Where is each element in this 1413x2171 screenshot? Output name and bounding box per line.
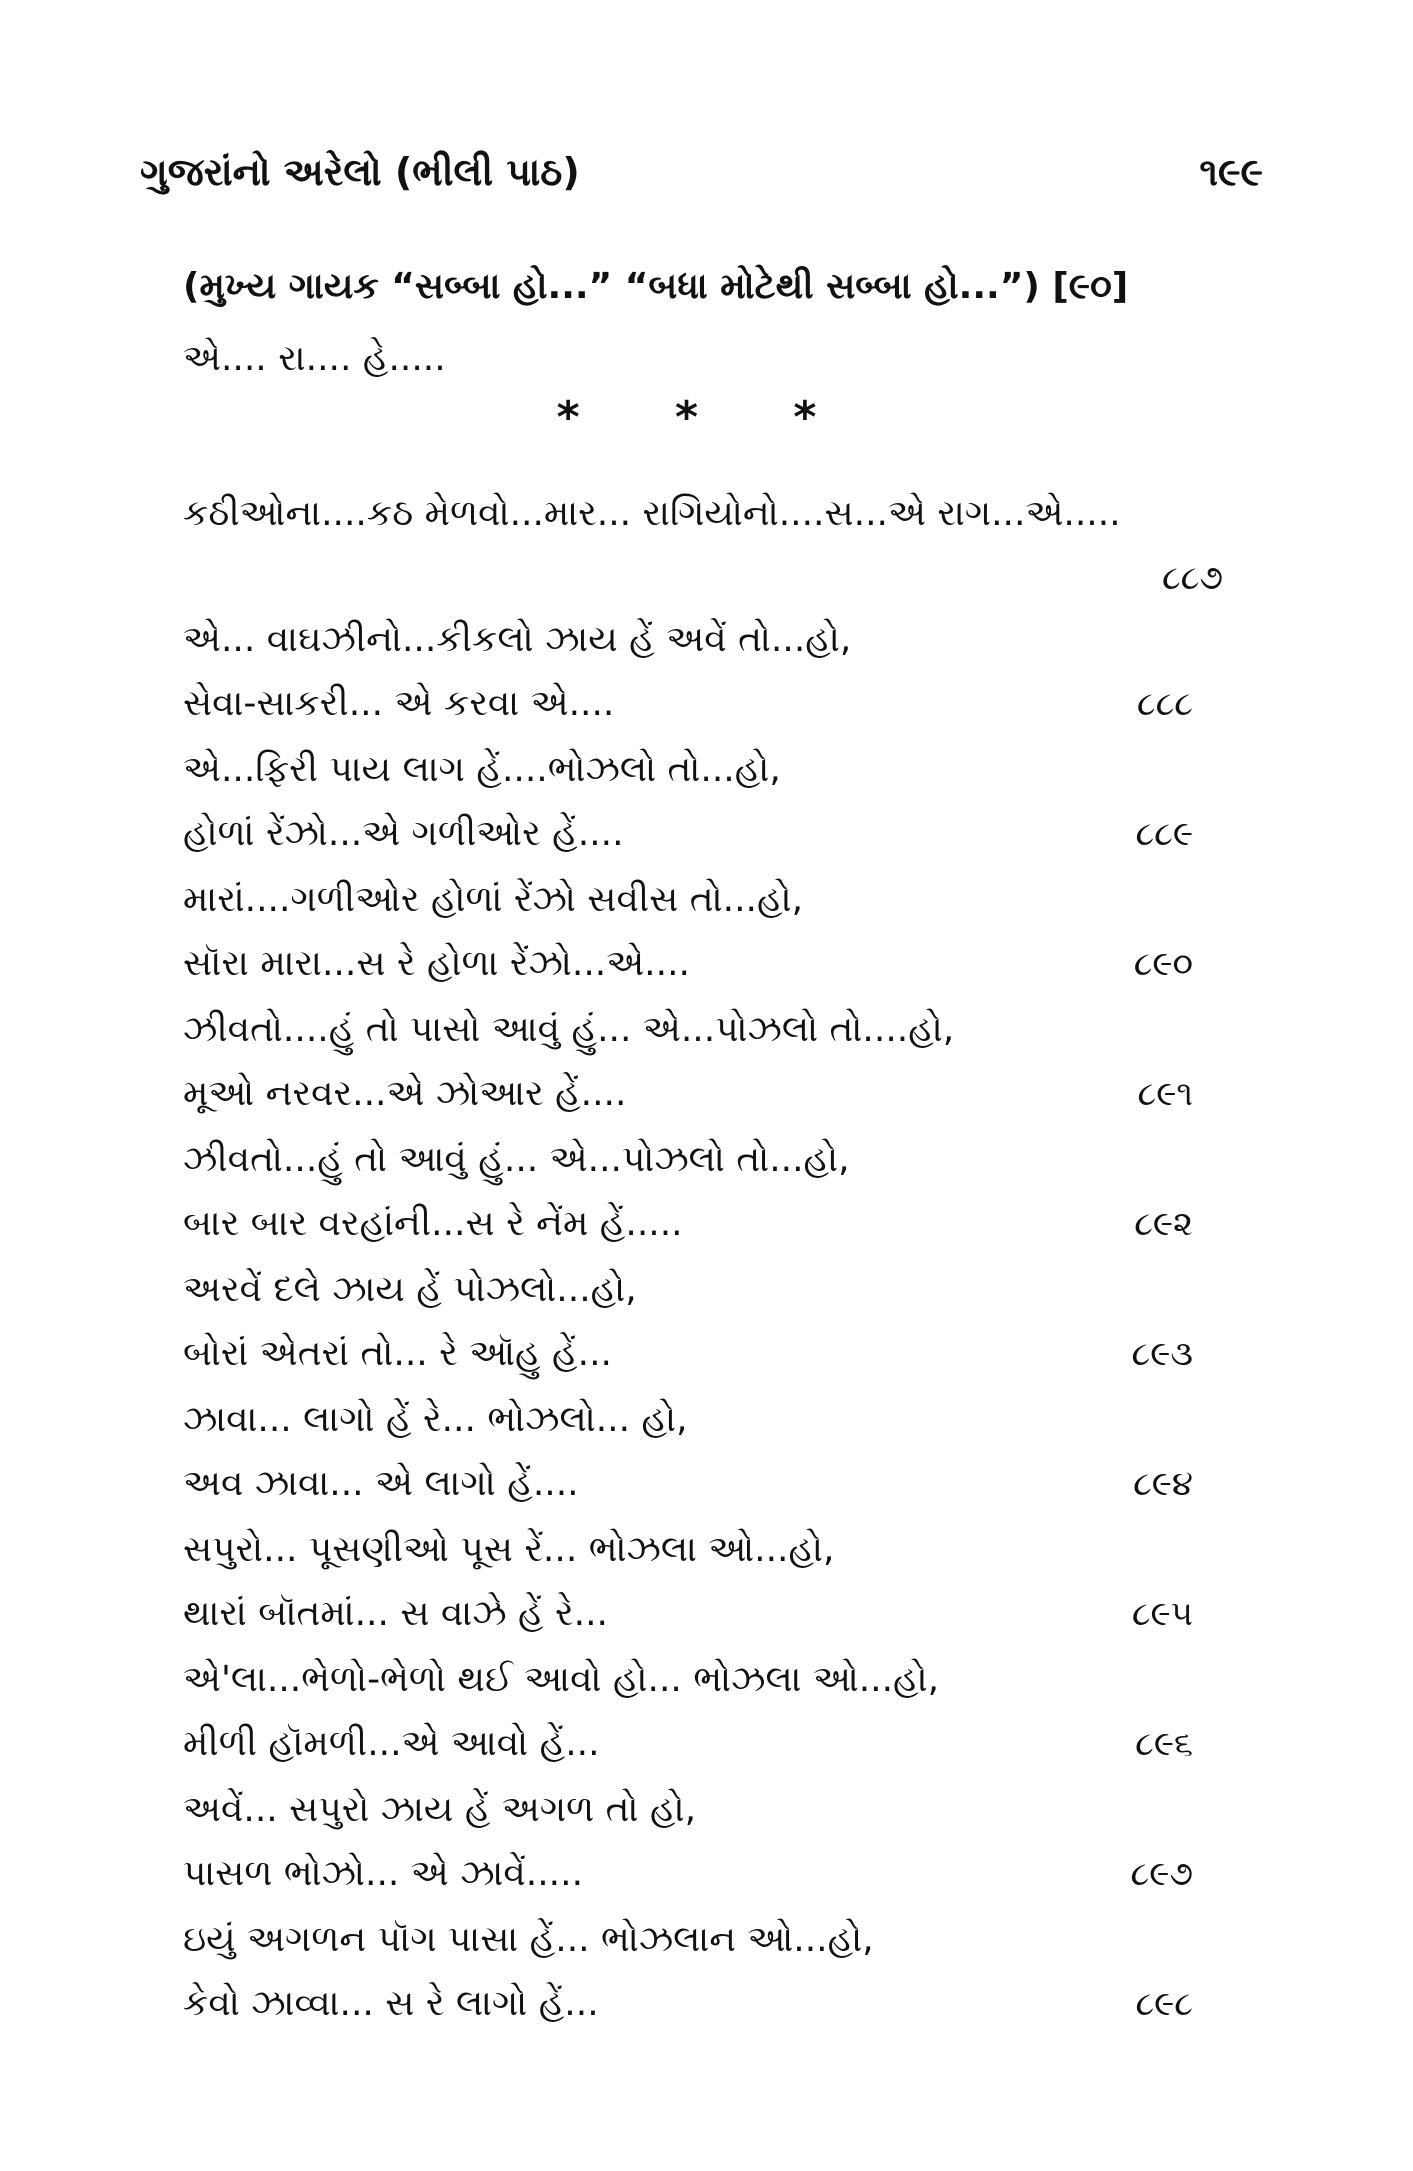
- verse-889: [183, 738, 1243, 866]
- singer-note: (મુખ્ય ગાયક “સબ્બા હો...” “બધા મોટેથી સબ્બા હો...”) [૯૦]: [183, 266, 1129, 307]
- verse-895: [183, 1518, 1243, 1646]
- verse-number: ૮૯૭: [1130, 1854, 1193, 1894]
- verse-894: [183, 1388, 1243, 1516]
- verse-number: ૮૯૦: [1133, 944, 1193, 984]
- verse-line-1: ઝાવા... લાગો હેં રે... ભોઝલો... હો,: [183, 1399, 688, 1440]
- verse-887: [183, 482, 1243, 610]
- verse-number: ૮૯૬: [1135, 1724, 1193, 1764]
- verse-line-2: પાસળ ભોઝો... એ ઝાવેં.....: [183, 1853, 584, 1894]
- verse-line-1: અરવેં દલે ઝાય હેં પોઝલો...હો,: [183, 1269, 637, 1310]
- verse-number: ૮૯૫: [1131, 1594, 1193, 1634]
- verse-line-1: સપુરો... પૂસણીઓ પૂસ રેં... ભોઝલા ઓ...હો,: [183, 1529, 835, 1570]
- verse-line-2: બાર બાર વરહાંની...સ રે નેંમ હેં.....: [183, 1203, 683, 1244]
- verse-898: [183, 1908, 1243, 2036]
- verse-number: ૮૮૭: [1161, 558, 1223, 598]
- verse-line-1: મારાં....ગળીઓર હોળાં રેંઝો સવીસ તો...હો,: [183, 879, 804, 920]
- verse-line-1: અવેં... સપુરો ઝાય હેં અગળ તો હો,: [183, 1789, 697, 1830]
- intro-block: [183, 255, 1263, 391]
- verse-line-2: મૂઓ નરવર...એ ઝોઆર હેં....: [183, 1073, 627, 1114]
- verse-number: ૮૯૨: [1134, 1204, 1193, 1244]
- chapter-title: ગુજરાંનો અરેલો (ભીલી પાઠ): [140, 150, 580, 194]
- page-number: ૧૯૯: [1199, 150, 1263, 194]
- verse-number: ૮૯૪: [1133, 1464, 1193, 1504]
- verse-897: [183, 1778, 1243, 1906]
- verse-line-1: ઝીવતો....હું તો પાસો આવું હું... એ...પોઝલો તો....હો,: [183, 1009, 955, 1050]
- verse-line-2: સૉરા મારા...સ રે હોળા રેંઝો...એ....: [183, 943, 690, 984]
- verse-line-2: હોળાં રેંઝો...એ ગળીઓર હેં....: [183, 813, 624, 854]
- verse-line-2: કેવો ઝાવ્વા... સ રે લાગો હેં...: [183, 1983, 599, 2024]
- verse-891: [183, 998, 1243, 1126]
- chant-line: એ.... રા.... હે.....: [183, 338, 446, 379]
- verse-line-1: ઝીવતો...હું તો આવું હું... એ...પોઝલો તો...હો,: [183, 1139, 850, 1180]
- verse-line-2: થારાં બૉતમાં... સ વાઝે હેં રે...: [183, 1593, 609, 1634]
- verse-line-1: એ...ફિરી પાય લાગ હેં....ભોઝલો તો...હો,: [183, 749, 781, 790]
- verse-number: ૮૯૮: [1135, 1984, 1193, 2024]
- verse-line: કઠીઓના....કઠ મેળવો...માર... રાગિયોનો....સ...એ રાગ...એ.....: [183, 493, 1121, 534]
- verse-893: [183, 1258, 1243, 1386]
- verse-line-2: મીળી હૉમળી...એ આવો હેં...: [183, 1723, 600, 1764]
- running-head: [140, 150, 1263, 195]
- verse-892: [183, 1128, 1243, 1256]
- verse-line-2: બોરાં એતરાં તો... રે ઑહુ હેં...: [183, 1333, 612, 1374]
- verse-number: ૮૯૩: [1131, 1334, 1193, 1374]
- verse-number: ૮૮૮: [1136, 684, 1193, 724]
- verse-line-2: અવ ઝાવા... એ લાગો હેં....: [183, 1463, 579, 1504]
- verse-line-1: એ'લા...ભેળો-ભેળો થઈ આવો હો... ભોઝલા ઓ...હો,: [183, 1659, 940, 1700]
- verse-line-2: સેવા-સાકરી... એ કરવા એ....: [183, 683, 615, 724]
- verse-896: [183, 1648, 1243, 1776]
- section-separator: * * *: [556, 392, 857, 443]
- verse-line-1: એ... વાઘઝીનો...કીકલો ઝાય હેં અવેં તો...હો,: [183, 619, 852, 660]
- verse-number: ૮૯૧: [1137, 1074, 1193, 1114]
- verse-890: [183, 868, 1243, 996]
- verse-888: [183, 608, 1243, 736]
- verse-line-1: ઇયું અગળન પૉગ પાસા હેં... ભોઝલાન ઓ...હો,: [183, 1919, 874, 1960]
- verse-number: ૮૮૯: [1135, 814, 1193, 854]
